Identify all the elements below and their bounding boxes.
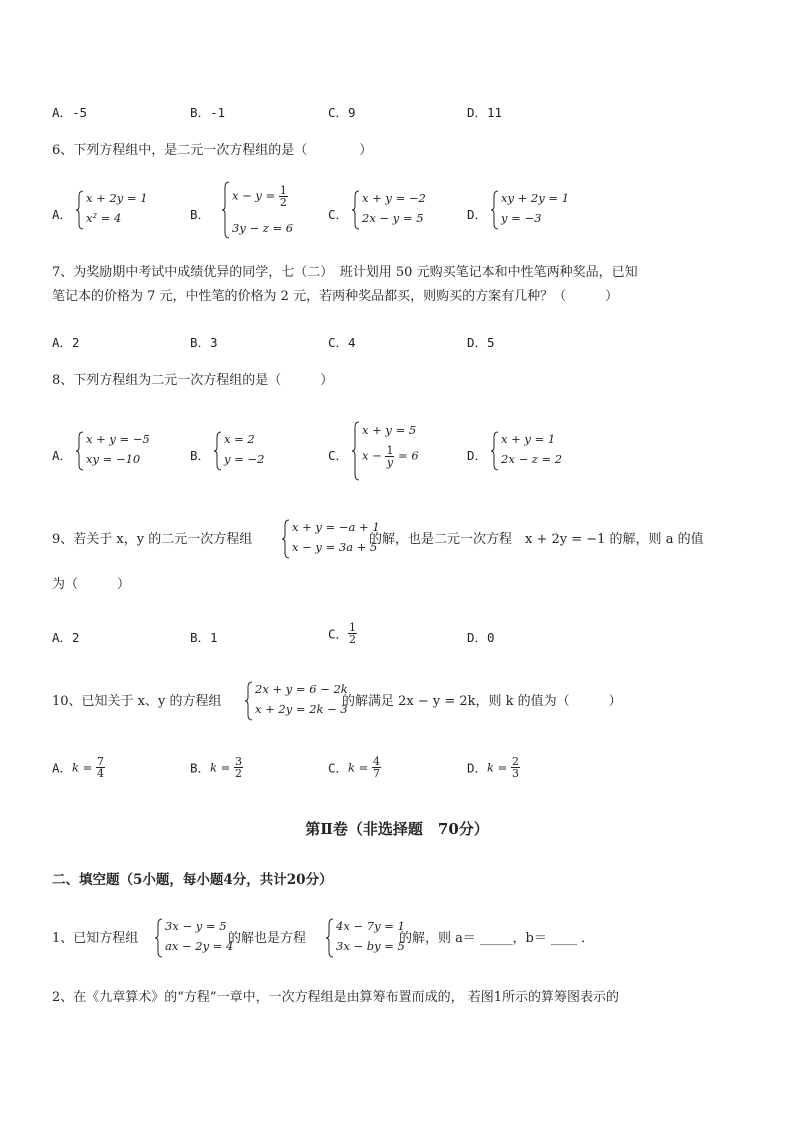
q8-option-b-system: x = 2 y = −2 bbox=[214, 431, 284, 471]
q5-option-a: A．-5 bbox=[52, 105, 88, 120]
q10-option-d: D．k = $\frac{2}{3}$ bbox=[467, 755, 519, 780]
fill1-stem-mid: 的解也是方程 bbox=[228, 931, 307, 946]
q6-option-a-label: A． bbox=[52, 207, 73, 222]
brace-icon bbox=[155, 918, 163, 958]
q6-option-d-label: D． bbox=[467, 207, 488, 222]
q6-option-b-system: x − y = $\frac{1}{2}$ 3y − z = 6 bbox=[222, 181, 312, 239]
q6-stem: 6、下列方程组中，是二元一次方程组的是（ ） bbox=[52, 143, 373, 158]
q9-option-d: D．0 bbox=[467, 630, 495, 645]
q8-option-d-label: D． bbox=[467, 448, 488, 463]
q5-option-d: D．11 bbox=[467, 105, 503, 120]
brace-icon bbox=[326, 918, 334, 958]
q9-stem-line2: 为（ ） bbox=[52, 577, 131, 592]
q7-option-b: B．3 bbox=[190, 335, 218, 350]
part2-title: 第Ⅱ卷（非选择题 70分） bbox=[305, 820, 489, 838]
fill1-stem-pre: 1、已知方程组 bbox=[52, 931, 139, 946]
q6-option-c-system: x + y = −2 2x − y = 5 bbox=[352, 190, 442, 230]
brace-icon bbox=[245, 681, 253, 721]
q10-option-c: C．k = $\frac{4}{7}$ bbox=[328, 755, 380, 780]
q7-option-a: A．2 bbox=[52, 335, 80, 350]
fill1-system-1: 3x − y = 5 ax − 2y = 4 bbox=[155, 918, 235, 958]
brace-icon bbox=[491, 190, 499, 230]
q5-option-c: C．9 bbox=[328, 105, 356, 120]
fill1-system-2: 4x − 7y = 1 3x − by = 5 bbox=[326, 918, 406, 958]
brace-icon bbox=[214, 431, 222, 471]
q7-option-c: C．4 bbox=[328, 335, 356, 350]
brace-icon bbox=[491, 431, 499, 471]
q10-stem-pre: 10、已知关于 x、y 的方程组 bbox=[52, 694, 222, 709]
fill1-stem-post: 的解，则 a＝ _____，b＝ ____ ． bbox=[399, 931, 595, 946]
brace-icon bbox=[76, 190, 84, 230]
brace-icon bbox=[76, 431, 84, 471]
q6-option-d-system: xy + 2y = 1 y = −3 bbox=[491, 190, 581, 230]
q10-stem-post: 的解满足 2x − y = 2k，则 k 的值为（ ） bbox=[342, 694, 622, 709]
q8-option-a-system: x + y = −5 xy = −10 bbox=[76, 431, 166, 471]
q6-option-c-label: C． bbox=[328, 207, 349, 222]
q8-stem: 8、下列方程组为二元一次方程组的是（ ） bbox=[52, 373, 334, 388]
q7-stem-line2: 笔记本的价格为 7 元，中性笔的价格为 2 元，若两种奖品都买，则购买的方案有几种？（ ） bbox=[52, 289, 619, 304]
q10-system: 2x + y = 6 − 2k x + 2y = 2k − 3 bbox=[245, 681, 345, 721]
q7-stem-line1: 7、为奖励期中考试中成绩优异的同学，七（二） 班计划用 50 元购买笔记本和中性笔两种奖品，已知 bbox=[52, 265, 638, 280]
section2-title: 二、填空题（5小题，每小题4分，共计20分） bbox=[52, 872, 333, 888]
q9-option-b: B．1 bbox=[190, 630, 218, 645]
brace-icon bbox=[352, 421, 360, 481]
q9-stem-post: 的解，也是二元一次方程 x + 2y = −1 的解，则 a 的值 bbox=[369, 532, 704, 547]
q9-option-c: C． $\frac{1}{2}$ bbox=[328, 621, 357, 646]
q8-option-d-system: x + y = 1 2x − z = 2 bbox=[491, 431, 571, 471]
q9-system: x + y = −a + 1 x − y = 3a + 5 bbox=[282, 519, 372, 559]
q9-stem-pre: 9、若关于 x，y 的二元一次方程组 bbox=[52, 532, 253, 547]
q8-option-c-label: C． bbox=[328, 448, 349, 463]
q8-option-a-label: A． bbox=[52, 448, 73, 463]
q6-option-b-label: B． bbox=[190, 207, 211, 222]
brace-icon bbox=[222, 181, 230, 239]
q10-option-b: B．k = $\frac{3}{2}$ bbox=[190, 755, 242, 780]
q9-option-a: A．2 bbox=[52, 630, 80, 645]
brace-icon bbox=[352, 190, 360, 230]
q10-option-a: A．k = $\frac{7}{4}$ bbox=[52, 755, 104, 780]
q7-option-d: D．5 bbox=[467, 335, 495, 350]
q5-option-b: B．-1 bbox=[190, 105, 226, 120]
q6-option-a-system: x + 2y = 1 x² = 4 bbox=[76, 190, 166, 230]
q8-option-b-label: B． bbox=[190, 448, 211, 463]
brace-icon bbox=[282, 519, 290, 559]
q8-option-c-system: x + y = 5 x − $\frac{1}{y}$ = 6 bbox=[352, 421, 432, 481]
fill2-stem-line1: 2、在《九章算术》的“方程”一章中，一次方程组是由算筹布置而成的， 若图1所示的算筹图表示的 bbox=[52, 990, 619, 1005]
